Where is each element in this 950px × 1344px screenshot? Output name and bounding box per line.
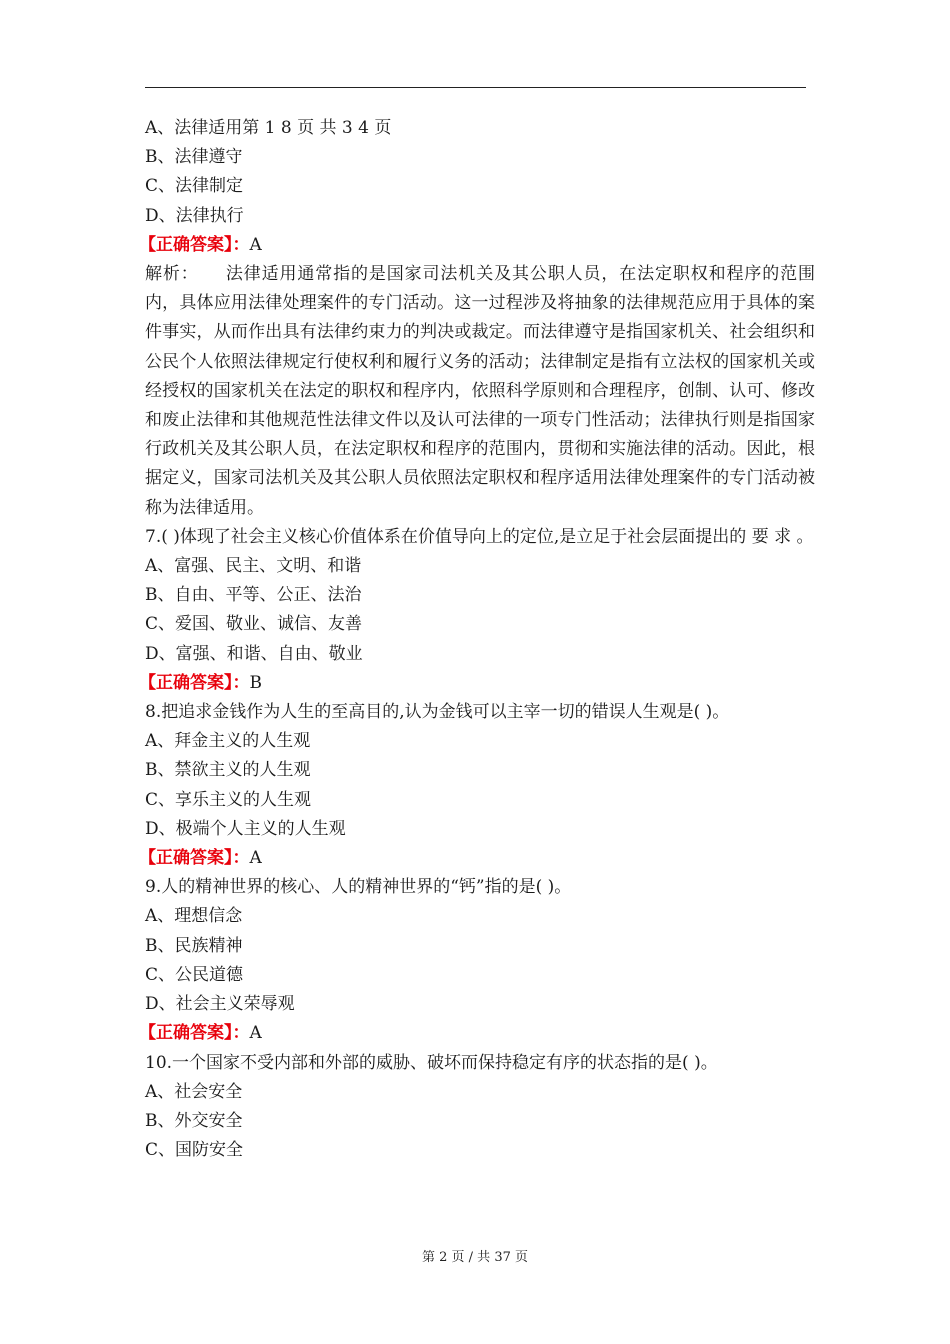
question-stem: 7.( )体现了社会主义核心价值体系在价值导向上的定位,是立足于社会层面提出的 要 求 。 [145, 526, 814, 547]
option-d: D、富强、和谐、自由、敬业 [145, 643, 363, 664]
answer-value: A [249, 1023, 262, 1044]
option-b: B、民族精神 [145, 935, 243, 956]
option-c: C、公民道德 [145, 964, 244, 985]
option-a: A、拜金主义的人生观 [145, 731, 311, 752]
question-stem: 8.把追求金钱作为人生的至高目的,认为金钱可以主宰一切的错误人生观是( )。 [145, 702, 730, 723]
option-d: D、极端个人主义的人生观 [145, 818, 346, 839]
analysis-paragraph: 解析： 法律适用通常指的是国家司法机关及其公职人员，在法定职权和程序的范围内，具体应用法律处理案件的专门活动。这一过程涉及将抽象的法律规范应用于具体的案件事实，从而作出具有法律约束力的判决或裁定。而法律遵守是指国家机关、社会组织和公民个人依照法律规定行使权利和履行义务的活动；法律制定是指有立法权的国家机关或经授权的国家机关在法定的职权和程序内，依照科学原则和合理程序，创制、认可、修改和废止法律和其他规范性法律文件以及认可法律的一项专门性活动；法律执行则是指国家行政机关及其公职人员，在法定职权和程序的范围内，贯彻和实施法律的活动。因此，根据定义，国家司法机关及其公职人员依照法定职权和程序适用法律处理案件的专门活动被称为法律适用。 [145, 264, 815, 518]
answer-label: 【正确答案】： [139, 234, 250, 255]
option-a: A、富强、民主、文明、和谐 [145, 556, 362, 577]
option-a: A、法律适用第 1 8 页 共 3 4 页 [145, 118, 392, 138]
option-b: B、法律遵守 [145, 147, 243, 168]
option-d: D、社会主义荣辱观 [145, 994, 295, 1015]
page-footer: 第 2 页 / 共 37 页 [422, 1250, 528, 1265]
option-c: C、爱国、敬业、诚信、友善 [145, 614, 363, 635]
correct-answer [139, 844, 815, 873]
option-a: A、理想信念 [145, 906, 243, 927]
option-c: C、国防安全 [145, 1140, 244, 1161]
document-body [139, 114, 815, 1165]
option-d: D、法律执行 [145, 205, 244, 226]
option-b: B、外交安全 [145, 1110, 243, 1131]
header-rule [145, 87, 806, 88]
correct-answer [139, 231, 815, 260]
correct-answer [139, 669, 815, 698]
answer-label: 【正确答案】： [139, 848, 250, 869]
question-stem: 9.人的精神世界的核心、人的精神世界的“钙”指的是( )。 [145, 877, 572, 898]
option-c: C、法律制定 [145, 176, 244, 197]
answer-value: A [249, 234, 262, 255]
option-c: C、享乐主义的人生观 [145, 789, 312, 810]
answer-label: 【正确答案】： [139, 1023, 250, 1044]
option-b: B、禁欲主义的人生观 [145, 760, 311, 781]
correct-answer [139, 1019, 815, 1048]
question-stem: 10.一个国家不受内部和外部的威胁、破坏而保持稳定有序的状态指的是( )。 [145, 1052, 718, 1073]
answer-value: A [249, 848, 262, 869]
option-a: A、社会安全 [145, 1081, 243, 1102]
answer-value: B [249, 672, 262, 693]
answer-label: 【正确答案】： [139, 672, 250, 693]
option-b: B、自由、平等、公正、法治 [145, 585, 362, 606]
